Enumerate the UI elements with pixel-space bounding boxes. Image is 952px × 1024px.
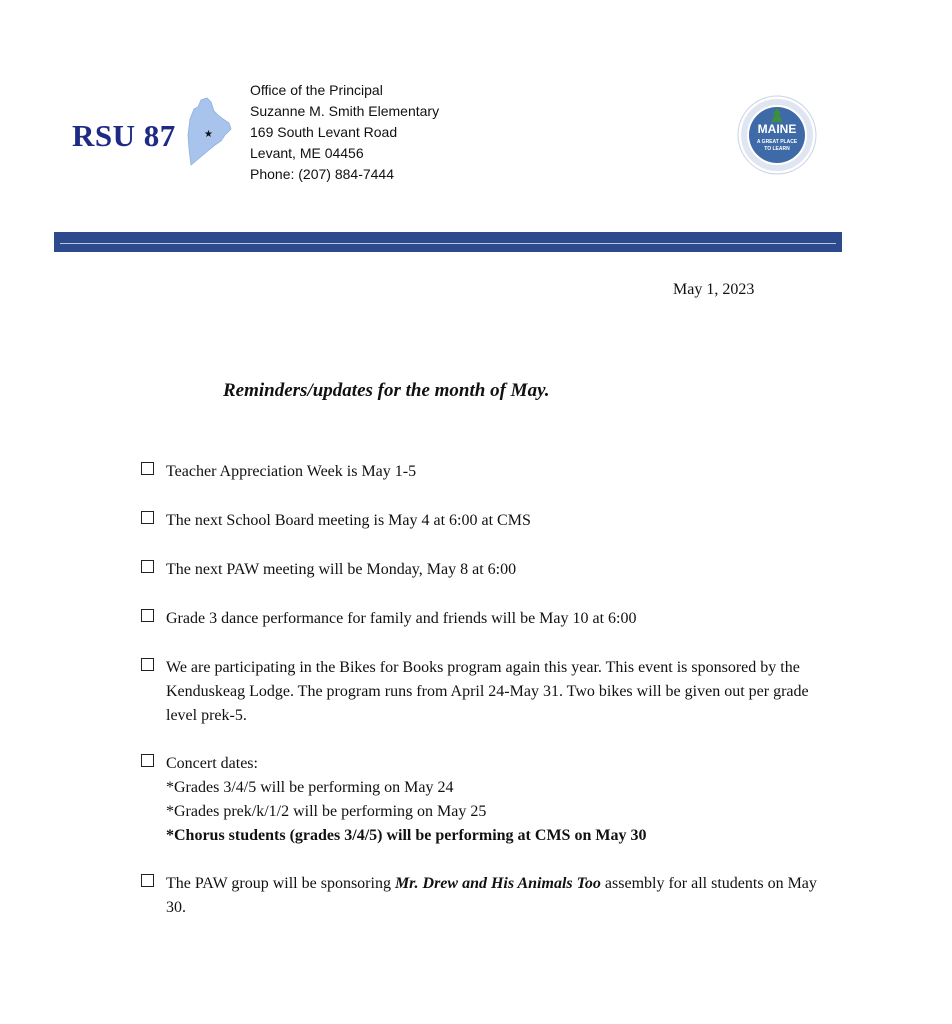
checkbox[interactable]: [141, 560, 154, 573]
checkbox[interactable]: [141, 609, 154, 622]
divider-inner-line: [60, 243, 836, 244]
svg-text:★: ★: [204, 129, 213, 140]
address-line: Phone: (207) 884-7444: [250, 166, 394, 182]
list-item-text: We are participating in the Bikes for Books program again this year. This event is sponsored by the Kenduskeag Lodge. The program runs from April 24-May 31. Two bikes will be given out per grade level prek-5.: [166, 659, 809, 724]
concert-title: Concert dates:: [166, 755, 258, 772]
list-item: [140, 656, 840, 728]
seal-tagline: A GREAT PLACE: [756, 139, 798, 145]
school-address-block: [250, 80, 439, 185]
seal-tagline: TO LEARN: [764, 146, 790, 152]
list-item: [140, 460, 416, 484]
list-item: [140, 509, 531, 533]
checkbox[interactable]: [141, 511, 154, 524]
item-suffix: assembly for all students on May 30.: [166, 875, 817, 916]
concert-line: *Grades prek/k/1/2 will be performing on May 25: [166, 803, 487, 820]
list-item-text: The next PAW meeting will be Monday, May 8 at 6:00: [166, 561, 517, 578]
list-item-text: Grade 3 dance performance for family and friends will be May 10 at 6:00: [166, 610, 637, 627]
address-line: Office of the Principal: [250, 82, 383, 98]
list-item: [140, 872, 840, 920]
address-line: 169 South Levant Road: [250, 124, 398, 140]
page-title: Reminders/updates for the month of May.: [223, 380, 550, 401]
list-item: [140, 607, 637, 631]
maine-seal-logo: [737, 95, 817, 175]
address-line: Levant, ME 04456: [250, 145, 364, 161]
rsu-logo-text: RSU 87: [72, 118, 176, 153]
maine-map-icon: [185, 97, 233, 169]
list-item: [140, 752, 646, 848]
list-item-text: Teacher Appreciation Week is May 1-5: [166, 463, 417, 480]
item-prefix: The PAW group will be sponsoring: [166, 875, 395, 892]
seal-name: MAINE: [757, 122, 797, 136]
checkbox[interactable]: [141, 754, 154, 767]
letter-date: May 1, 2023: [673, 281, 755, 298]
list-item-text: [166, 872, 840, 920]
list-item: [140, 558, 516, 582]
checkbox[interactable]: [141, 874, 154, 887]
concert-line-bold: *Chorus students (grades 3/4/5) will be performing at CMS on May 30: [166, 827, 647, 844]
concert-line: *Grades 3/4/5 will be performing on May 24: [166, 779, 454, 796]
address-line: Suzanne M. Smith Elementary: [250, 103, 440, 119]
list-item-text: The next School Board meeting is May 4 at 6:00 at CMS: [166, 512, 531, 529]
checkbox[interactable]: [141, 658, 154, 671]
header-divider-bar: [54, 232, 842, 252]
checkbox[interactable]: [141, 462, 154, 475]
assembly-name: Mr. Drew and His Animals Too: [394, 875, 601, 892]
